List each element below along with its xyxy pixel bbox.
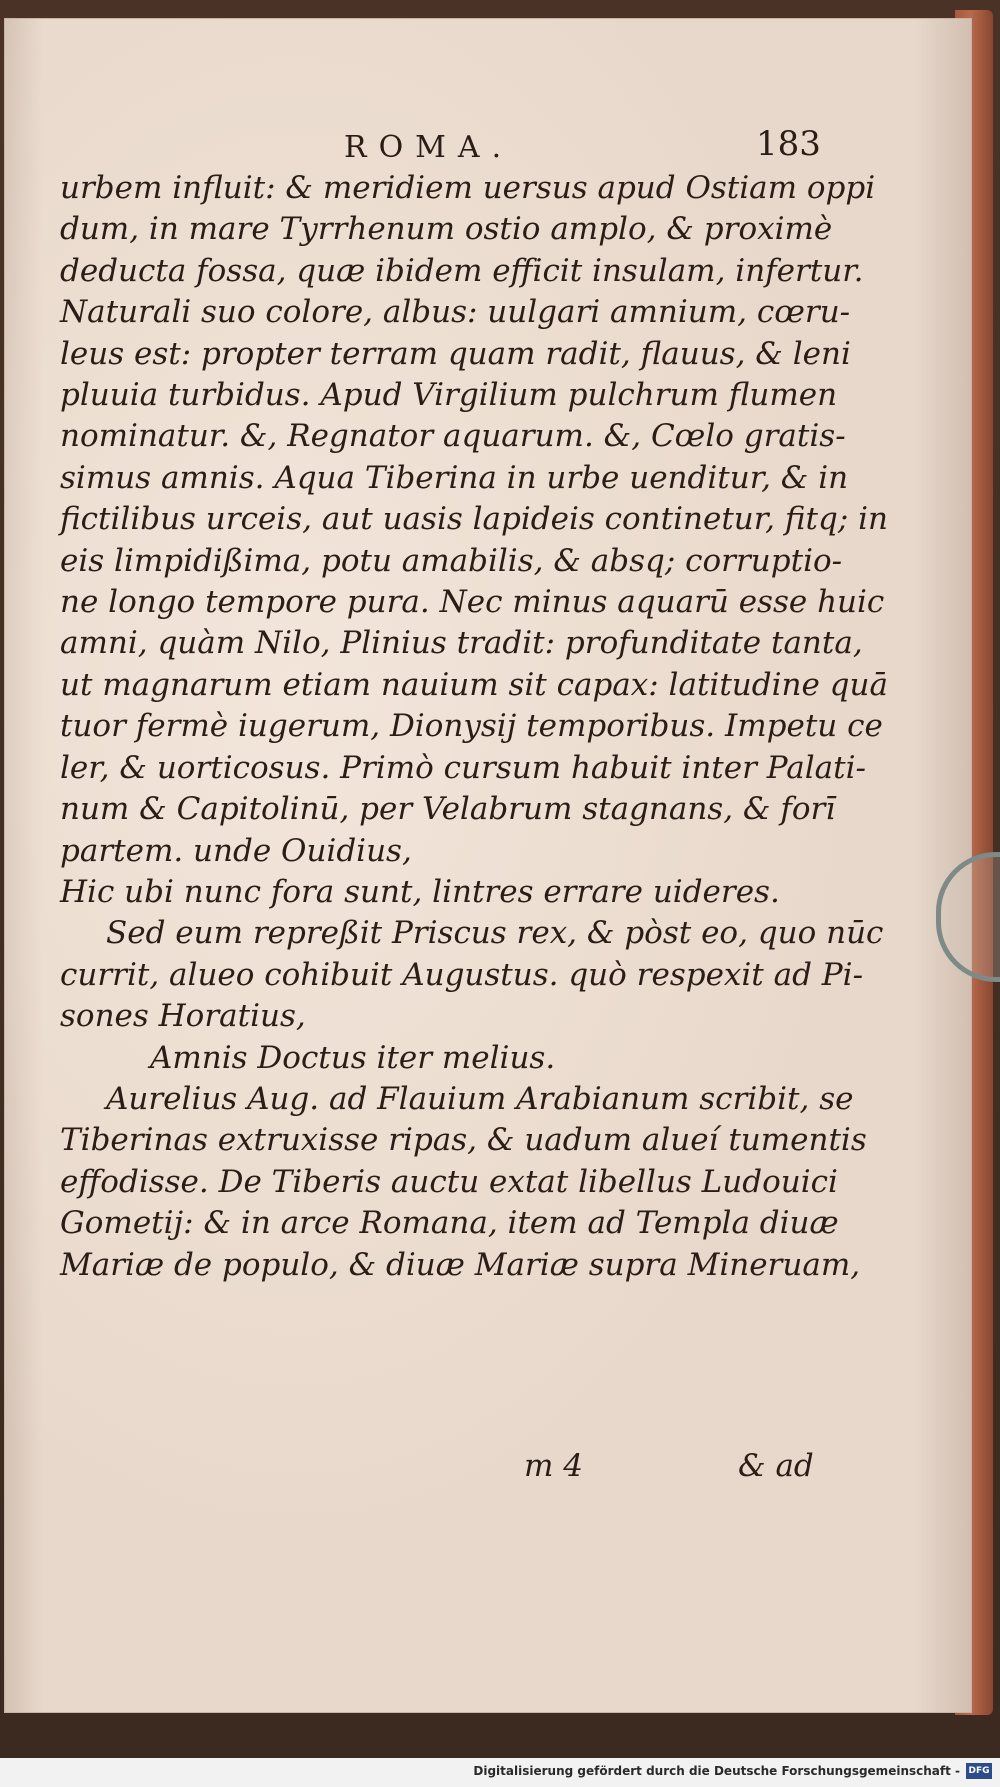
text-line: Naturali suo colore, albus: uulgari amnium, cœru- bbox=[60, 294, 851, 331]
text-line: simus amnis. Aqua Tiberina in urbe uenditur, & in bbox=[60, 459, 849, 496]
text-line: ler, & uorticosus. Primò cursum habuit inter Palati- bbox=[60, 749, 866, 786]
text-line: dum, in mare Tyrrhenum ostio amplo, & proximè bbox=[60, 211, 833, 248]
digitization-credit: Digitalisierung gefördert durch die Deutsche Forschungsgemeinschaft - bbox=[473, 1764, 960, 1778]
text-line: Tiberinas extruxisse ripas, & uadum alueí tumentis bbox=[60, 1122, 867, 1159]
catch-line bbox=[4, 1448, 964, 1492]
text-line: leus est: propter terram quam radit, flauus, & leni bbox=[60, 335, 851, 372]
text-line: ut magnarum etiam nauium sit capax: latitudine quā bbox=[60, 666, 888, 703]
footer-bar bbox=[0, 1758, 1000, 1787]
signature-mark: m 4 bbox=[524, 1448, 583, 1484]
verse-line: Hic ubi nunc fora sunt, lintres errare uideres. bbox=[60, 873, 780, 910]
running-head bbox=[4, 124, 964, 170]
text-line: num & Capitolinū, per Velabrum stagnans, & forī bbox=[60, 791, 836, 828]
body-text bbox=[60, 168, 889, 1286]
catchword: & ad bbox=[738, 1448, 814, 1484]
text-line: amni, quàm Nilo, Plinius tradit: profunditate tanta, bbox=[60, 625, 863, 662]
text-line: Gometij: & in arce Romana, item ad Templa diuæ bbox=[60, 1205, 839, 1242]
page-number: 183 bbox=[756, 124, 821, 164]
text-line: pluuia turbidus. Apud Virgilium pulchrum flumen bbox=[60, 377, 838, 414]
running-title: ROMA. bbox=[344, 130, 514, 165]
verse-line: Amnis Doctus iter melius. bbox=[150, 1039, 556, 1076]
dfg-logo: DFG bbox=[966, 1763, 992, 1779]
text-line: fictilibus urceis, aut uasis lapideis continetur, fitq; in bbox=[60, 501, 889, 538]
text-line: Aurelius Aug. ad Flauium Arabianum scribit, se bbox=[106, 1080, 854, 1117]
text-line: nominatur. &, Regnator aquarum. &, Cœlo gratis- bbox=[60, 418, 846, 455]
book-page bbox=[4, 18, 972, 1713]
text-line: effodisse. De Tiberis auctu extat libellus Ludouici bbox=[60, 1163, 838, 1200]
text-line: deducta fossa, quæ ibidem efficit insulam, infertur. bbox=[60, 252, 864, 289]
text-line: partem. unde Ouidius, bbox=[60, 832, 412, 869]
text-line: sones Horatius, bbox=[60, 998, 306, 1035]
text-line: Mariæ de populo, & diuæ Mariæ supra Mineruam, bbox=[60, 1246, 861, 1283]
text-line: ne longo tempore pura. Nec minus aquarū esse huic bbox=[60, 584, 885, 621]
text-line: Sed eum repreßit Priscus rex, & pòst eo, quo nūc bbox=[106, 915, 884, 952]
text-line: urbem influit: & meridiem uersus apud Ostiam oppi bbox=[60, 170, 876, 206]
text-line: currit, alueo cohibuit Augustus. quò respexit ad Pi- bbox=[60, 956, 864, 993]
text-line: tuor fermè iugerum, Dionysij temporibus. Impetu ce bbox=[60, 708, 883, 745]
text-line: eis limpidißima, potu amabilis, & absq; corruptio- bbox=[60, 542, 843, 579]
